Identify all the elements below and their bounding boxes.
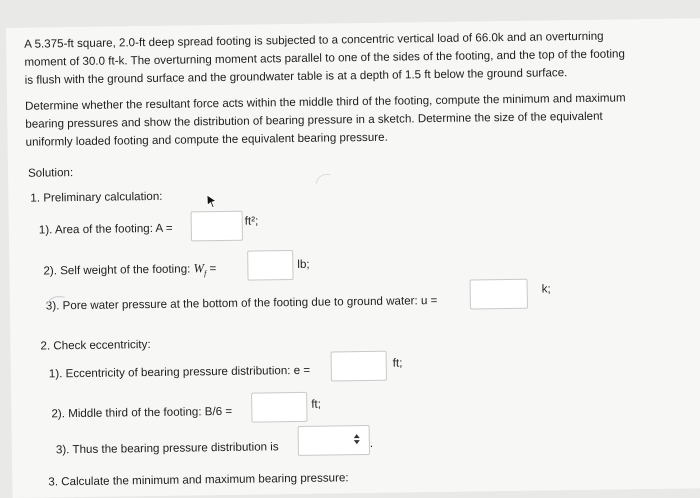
area-label: 1). Area of the footing: A = — [38, 221, 173, 237]
problem-line-2: moment of 30.0 ft-k. The overturning moment acts parallel to one of the sides of the footing, and the top of the footing — [24, 47, 625, 69]
self-weight-unit: lb; — [297, 257, 310, 271]
section-3-title: 3. Calculate the minimum and maximum bearing pressure: — [48, 471, 349, 489]
eccentricity-input[interactable] — [331, 351, 387, 382]
area-input[interactable] — [191, 211, 243, 242]
task-line-2: bearing pressures and show the distribution of bearing pressure in a sketch. Determine the size of the equivalent — [25, 109, 603, 131]
self-weight-label: 2). Self weight of the footing: $W_f$ = — [43, 261, 217, 278]
faint-arc-mark-2 — [314, 171, 332, 185]
section-2-title: 2. Check eccentricity: — [40, 338, 151, 353]
area-unit: ft²; — [244, 214, 259, 228]
distribution-select[interactable] — [298, 425, 370, 456]
middle-third-label: 2). Middle third of the footing: B/6 = — [51, 404, 233, 421]
pore-pressure-label: 3). Pore water pressure at the bottom of the footing due to ground water: u = — [45, 294, 438, 313]
problem-line-3: is flush with the ground surface and the groundwater table is at a depth of 1.5 ft below the ground surface. — [24, 66, 568, 87]
middle-third-unit: ft; — [311, 397, 322, 411]
task-line-3: uniformly loaded footing and compute the equivalent bearing pressure. — [25, 130, 388, 149]
select-arrows-icon — [353, 432, 361, 446]
eccentricity-unit: ft; — [392, 356, 403, 370]
mouse-pointer-icon — [205, 193, 219, 211]
distribution-trail: . — [369, 436, 374, 450]
problem-line-1: A 5.375-ft square, 2.0-ft deep spread footing is subjected to a concentric vertical load of 66.0k and an overturning — [24, 29, 604, 51]
solution-label: Solution: — [27, 166, 74, 180]
eccentricity-label: 1). Eccentricity of bearing pressure distribution: e = — [48, 363, 311, 381]
problem-page — [6, 18, 700, 498]
distribution-label: 3). Thus the bearing pressure distribution is — [55, 440, 279, 457]
task-line-1: Determine whether the resultant force acts within the middle third of the footing, compute the minimum and maximum — [25, 91, 626, 113]
self-weight-input[interactable] — [247, 250, 293, 281]
pore-pressure-input[interactable] — [470, 279, 528, 310]
section-1-title: 1. Preliminary calculation: — [30, 189, 163, 205]
pore-pressure-unit: k; — [541, 282, 551, 296]
faint-arc-mark — [46, 293, 66, 305]
middle-third-input[interactable] — [251, 392, 307, 423]
self-weight-symbol: $W_f$ — [193, 261, 207, 278]
